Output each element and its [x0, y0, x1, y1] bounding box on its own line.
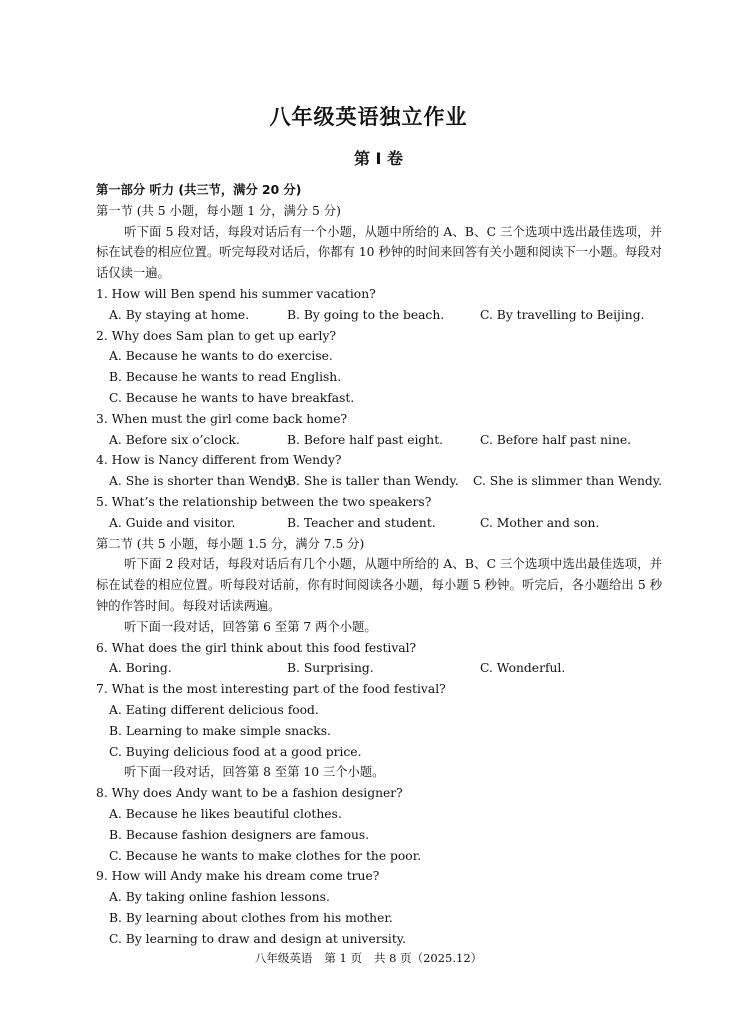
q6-option-a: A. Boring. [109, 661, 172, 676]
question-4: 4. How is Nancy different from Wendy? [96, 453, 342, 468]
q1-option-c: C. By travelling to Beijing. [480, 307, 645, 322]
q4-option-b: B. She is taller than Wendy. [287, 474, 459, 489]
question-6-options [96, 658, 662, 679]
exam-content [96, 180, 662, 949]
question-3-options [96, 430, 662, 451]
footer-date: （2025.12） [411, 951, 483, 965]
q5-option-c: C. Mother and son. [480, 515, 600, 530]
q2-option-c: C. Because he wants to have breakfast. [109, 390, 355, 405]
q6-option-b: B. Surprising. [287, 661, 374, 676]
volume-title: 第 I 卷 [353, 149, 404, 168]
q1-option-b: B. By going to the beach. [287, 307, 445, 322]
footer-total: 共 8 页 [373, 951, 412, 965]
question-2: 2. Why does Sam plan to get up early? [96, 328, 337, 343]
question-3: 3. When must the girl come back home? [96, 411, 348, 426]
q4-option-a: A. She is shorter than Wendy. [109, 474, 293, 489]
q7-option-a: A. Eating different delicious food. [109, 702, 319, 717]
q7-option-b: B. Learning to make simple snacks. [109, 723, 331, 738]
question-4-options [96, 471, 662, 492]
footer-page: 第 1 页 [324, 951, 362, 965]
q2-option-b: B. Because he wants to read English. [109, 370, 342, 385]
question-7: 7. What is the most interesting part of the food festival? [96, 682, 446, 697]
q6-option-c: C. Wonderful. [480, 661, 566, 676]
section1-instructions [96, 222, 662, 284]
q4-option-c: C. She is slimmer than Wendy. [473, 474, 662, 489]
page-footer [0, 950, 737, 966]
q8-option-c: C. Because he wants to make clothes for the poor. [109, 848, 422, 863]
question-1: 1. How will Ben spend his summer vacation? [96, 286, 376, 301]
q8-option-a: A. Because he likes beautiful clothes. [109, 806, 342, 821]
q7-option-c: C. Buying delicious food at a good price. [109, 744, 362, 759]
question-5: 5. What’s the relationship between the two speakers? [96, 494, 432, 509]
section2-instructions [96, 554, 662, 616]
q5-option-b: B. Teacher and student. [287, 515, 436, 530]
footer-subject: 八年级英语 [254, 951, 313, 965]
q9-option-a: A. By taking online fashion lessons. [109, 890, 330, 905]
section2-note-2: 听下面一段对话，回答第 8 至第 10 三个小题。 [124, 765, 385, 780]
q2-option-a: A. Because he wants to do exercise. [109, 349, 333, 364]
q9-option-b: B. By learning about clothes from his mother. [109, 910, 393, 925]
q5-option-a: A. Guide and visitor. [109, 515, 236, 530]
section1-instructions-text: 听下面 5 段对话，每段对话后有一个小题，从题中所给的 A、B、C 三个选项中选出最佳选项，并标在试卷的相应位置。听完每段对话后，你都有 10 秒钟的时间来回答有关小题和阅读下一小题。每段对话仅读一遍。 [96, 224, 662, 281]
question-1-options [96, 305, 662, 326]
q3-option-a: A. Before six o’clock. [109, 432, 240, 447]
question-5-options [96, 513, 662, 534]
exam-title: 八年级英语独立作业 [269, 105, 468, 129]
section1-heading: 第一节 (共 5 小题，每小题 1 分，满分 5 分) [96, 203, 341, 218]
question-9: 9. How will Andy make his dream come true? [96, 869, 380, 884]
q3-option-b: B. Before half past eight. [287, 432, 444, 447]
section2-instructions-text: 听下面 2 段对话，每段对话后有几个小题，从题中所给的 A、B、C 三个选项中选出最佳选项，并标在试卷的相应位置。听每段对话前，你有时间阅读各小题，每小题 5 秒钟。听完后，各小题给出 5 秒钟的作答时间。每段对话读两遍。 [96, 557, 662, 613]
question-8: 8. Why does Andy want to be a fashion designer? [96, 786, 403, 801]
q1-option-a: A. By staying at home. [109, 307, 250, 322]
part1-heading: 第一部分 听力 (共三节，满分 20 分) [96, 183, 302, 197]
section2-note-1: 听下面一段对话，回答第 6 至第 7 两个小题。 [124, 619, 377, 634]
question-6: 6. What does the girl think about this food festival? [96, 640, 417, 655]
q8-option-b: B. Because fashion designers are famous. [109, 827, 370, 842]
section2-heading: 第二节 (共 5 小题，每小题 1.5 分，满分 7.5 分) [96, 536, 365, 551]
q3-option-c: C. Before half past nine. [480, 432, 632, 447]
q9-option-c: C. By learning to draw and design at university. [109, 931, 407, 946]
